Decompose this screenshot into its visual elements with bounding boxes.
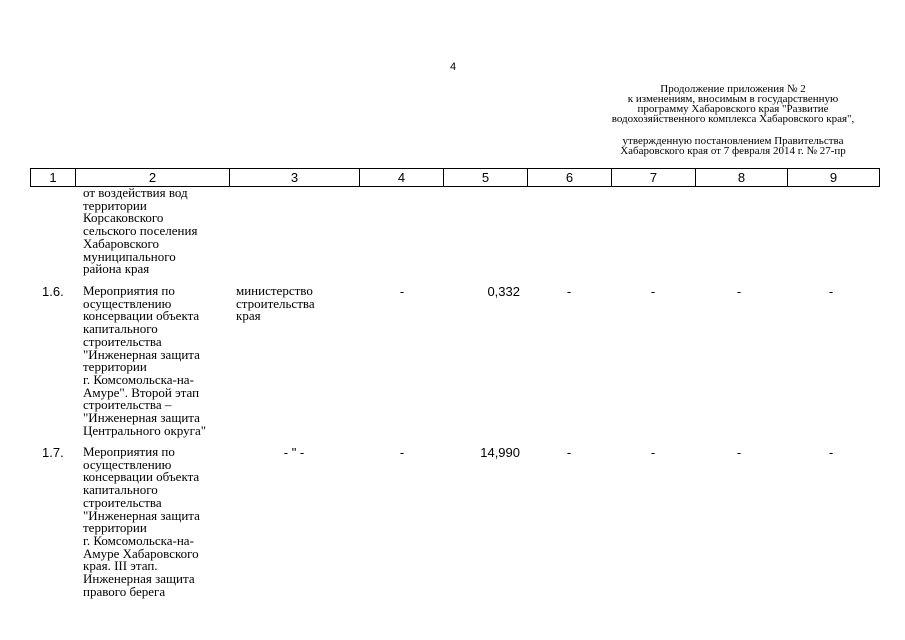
row-number: 1.7.	[42, 445, 64, 460]
text-line: капитального	[83, 321, 158, 337]
annex-line: Продолжение приложения № 2	[660, 83, 806, 95]
cell-col-7: -	[650, 284, 656, 299]
text-line: Амуре". Второй этап	[83, 384, 200, 400]
cell-col-4: -	[399, 445, 405, 460]
text-line: "Инженерная защита	[83, 346, 200, 362]
cell-col-9: -	[828, 445, 834, 460]
cell-col-7: -	[650, 445, 656, 460]
text-line: территории	[83, 520, 147, 536]
text-line: Центрального округа"	[83, 422, 207, 438]
measure-text	[83, 285, 233, 437]
measure-text	[83, 446, 233, 598]
column-header: 4	[360, 169, 444, 187]
text-line: консервации объекта	[83, 469, 200, 485]
text-line: края	[236, 308, 261, 324]
cell-col-6: -	[566, 284, 572, 299]
column-header: 1	[31, 169, 76, 187]
text-line: строительства	[83, 494, 162, 510]
text-line: капитального	[83, 482, 158, 498]
annex-line: программу Хабаровского края "Развитие	[637, 103, 829, 115]
text-line: строительства	[83, 333, 162, 349]
column-header: 2	[76, 169, 230, 187]
continued-measure-text	[83, 187, 233, 276]
text-line: Мероприятия по	[83, 444, 175, 459]
executor-text: - " -	[283, 445, 305, 460]
text-line: строительства	[236, 295, 315, 311]
text-line: Инженерная защита	[83, 571, 195, 587]
column-header: 7	[612, 169, 696, 187]
column-header: 3	[230, 169, 360, 187]
page-number: 4	[449, 61, 457, 73]
text-line: Мероприятия по	[83, 283, 175, 298]
column-header: 9	[788, 169, 880, 187]
cell-col-9: -	[828, 284, 834, 299]
text-line: края. III этап.	[83, 558, 158, 574]
column-header: 6	[528, 169, 612, 187]
cell-col-5: 14,990	[480, 445, 520, 460]
cell-col-5: 0,332	[487, 284, 520, 299]
executor-text	[236, 285, 356, 323]
text-line: правого берега	[83, 583, 166, 599]
column-header: 5	[444, 169, 528, 187]
text-line: района края	[83, 261, 150, 277]
text-line: строительства –	[83, 397, 172, 413]
annex-line: утвержденную постановлением Правительства	[622, 135, 844, 147]
text-line: г. Комсомольска-на-	[83, 371, 194, 387]
cell-col-6: -	[566, 445, 572, 460]
text-line: сельского поселения	[83, 223, 198, 239]
cell-col-4: -	[399, 284, 405, 299]
cell-col-8: -	[736, 445, 742, 460]
text-line: осуществлению	[83, 456, 172, 472]
annex-line: водохозяйственного комплекса Хабаровского края",	[611, 113, 855, 125]
annex-line: Хабаровского края от 7 февраля 2014 г. № 27-пр	[620, 145, 846, 157]
text-line: министерство	[236, 283, 313, 298]
text-line: "Инженерная защита	[83, 410, 200, 426]
text-line: Хабаровского	[83, 235, 160, 251]
text-line: территории	[83, 197, 147, 213]
text-line: муниципального	[83, 248, 176, 264]
cell-col-8: -	[736, 284, 742, 299]
row-number: 1.6.	[42, 284, 64, 299]
text-line: от воздействия вод	[83, 185, 188, 200]
text-line: осуществлению	[83, 295, 172, 311]
column-header: 8	[696, 169, 788, 187]
text-line: Амуре Хабаровского	[83, 545, 199, 561]
text-line: консервации объекта	[83, 308, 200, 324]
text-line: Корсаковского	[83, 210, 164, 226]
annex-line: к изменениям, вносимым в государственную	[627, 93, 839, 105]
text-line: "Инженерная защита	[83, 507, 200, 523]
text-line: территории	[83, 359, 147, 375]
text-line: г. Комсомольска-на-	[83, 532, 194, 548]
